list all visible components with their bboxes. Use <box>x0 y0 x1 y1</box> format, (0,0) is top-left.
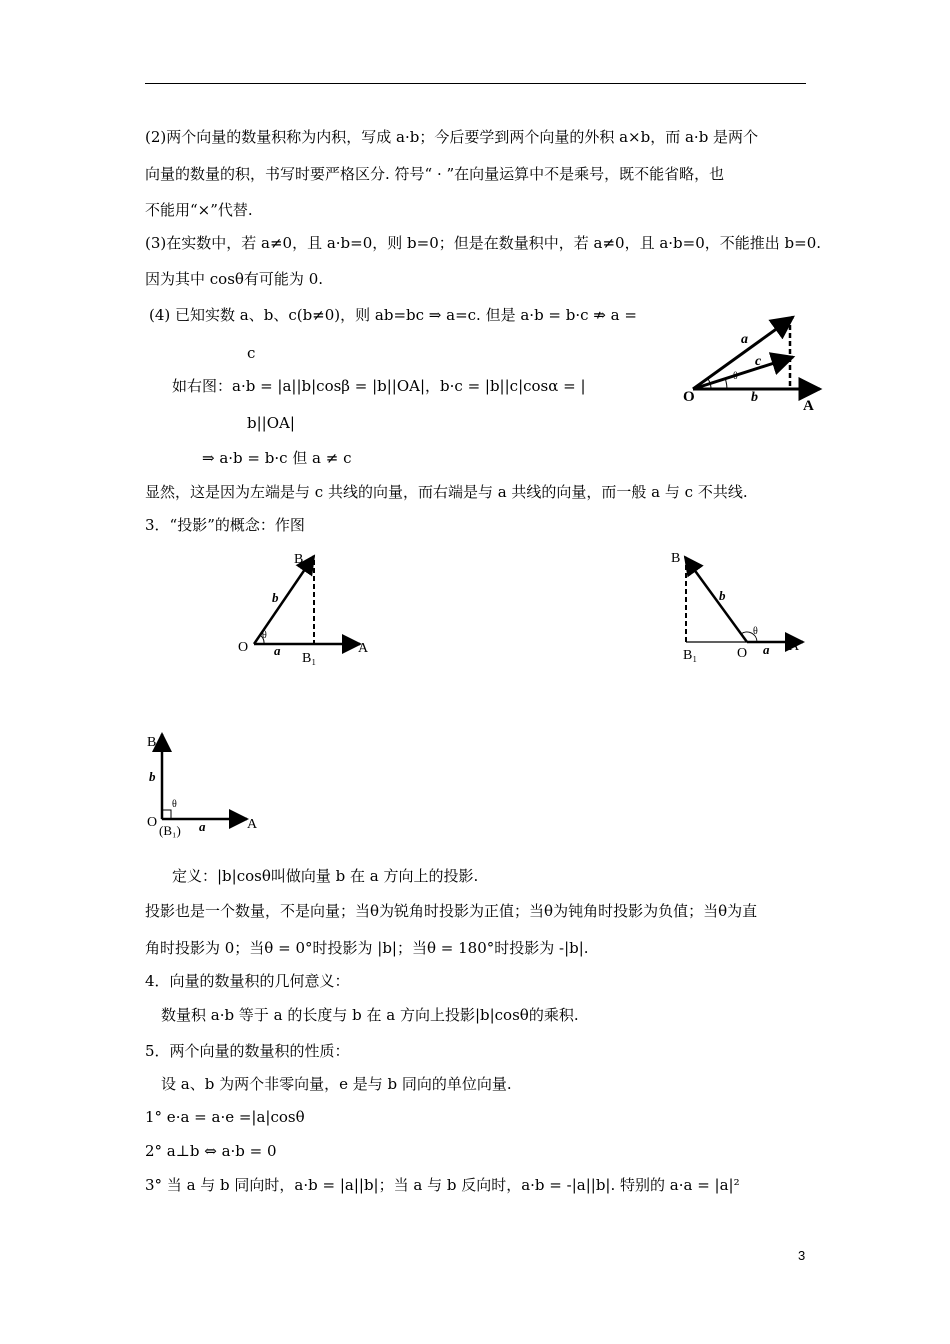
text-line: c <box>247 344 256 362</box>
figure-projection-obtuse <box>665 545 815 670</box>
label-a: a <box>274 643 281 658</box>
label-B1: B₁ <box>683 648 698 663</box>
text-line: 4．向量的数量积的几何意义： <box>145 972 350 990</box>
text-line: 不能用“×”代替. <box>145 201 253 219</box>
label-O: O <box>238 640 249 655</box>
figure-projection-right <box>143 726 273 841</box>
text-line: 显然，这是因为左端是与 c 共线的向量，而右端是与 a 共线的向量，而一般 a 与 c 不共线. <box>145 483 748 501</box>
label-theta: θ <box>753 626 758 637</box>
text-line: b||OA| <box>247 414 295 432</box>
label-b: b <box>149 769 156 784</box>
text-line: 向量的数量的积，书写时要严格区分. 符号“ · ”在向量运算中不是乘号，既不能省略，也 <box>145 165 725 183</box>
text-line: 5．两个向量的数量积的性质： <box>145 1042 350 1060</box>
page-number: 3 <box>798 1248 806 1263</box>
label-B1: B₁ <box>302 651 317 666</box>
label-A: A <box>247 817 258 832</box>
label-b: b <box>272 590 279 605</box>
label-c: c <box>755 354 762 369</box>
label-a: a <box>763 642 770 657</box>
text-line: 角时投影为 0；当θ = 0°时投影为 |b|；当θ = 180°时投影为 -|b|. <box>145 939 589 957</box>
label-A: A <box>803 398 814 414</box>
label-b: b <box>719 588 726 603</box>
text-line: 3° 当 a 与 b 同向时，a·b = |a||b|；当 a 与 b 反向时，a·b = -|a||b|. 特别的 a·a = |a|² <box>145 1176 740 1194</box>
text-line: 如右图：a·b = |a||b|cosβ = |b||OA|，b·c = |b||c|cosα = | <box>172 377 586 395</box>
label-theta: θ <box>733 371 738 382</box>
text-line: (3)在实数中，若 a≠0，且 a·b=0，则 b=0；但是在数量积中，若 a≠0，且 a·b=0，不能推出 b=0. <box>145 234 822 252</box>
label-B1: (B₁) <box>159 823 181 838</box>
text-line: 1° e·a = a·e =|a|cosθ <box>145 1108 305 1126</box>
label-b: b <box>751 390 758 405</box>
label-theta: θ <box>172 799 177 810</box>
label-B: B <box>294 552 304 567</box>
text-line: 定义：|b|cosθ叫做向量 b 在 a 方向上的投影. <box>172 867 479 885</box>
label-O: O <box>683 389 695 405</box>
text-line: 投影也是一个数量，不是向量；当θ为锐角时投影为正值；当θ为钝角时投影为负值；当θ为直 <box>145 902 758 920</box>
text-line: 3．“投影”的概念：作图 <box>145 516 305 534</box>
label-B: B <box>671 551 681 566</box>
text-line: 因为其中 cosθ有可能为 0. <box>145 270 324 288</box>
label-O: O <box>147 815 158 830</box>
text-line: ⇒ a·b = b·c 但 a ≠ c <box>202 449 352 467</box>
text-line: (2)两个向量的数量积称为内积，写成 a·b；今后要学到两个向量的外积 a×b，而 a·b 是两个 <box>145 128 759 146</box>
label-theta: θ <box>262 630 267 641</box>
text-line: 设 a、b 为两个非零向量，e 是与 b 同向的单位向量. <box>161 1075 512 1093</box>
header-rule <box>145 83 806 84</box>
figure-vectors-abc <box>675 305 825 415</box>
text-line: (4) 已知实数 a、b、c(b≠0)，则 ab=bc ⇒ a=c. 但是 a·b = b·c ⇏ a = <box>149 306 637 324</box>
label-O: O <box>737 646 748 661</box>
label-A: A <box>789 639 800 654</box>
text-line: 2° a⊥b ⇔ a·b = 0 <box>145 1142 277 1160</box>
text-line: 数量积 a·b 等于 a 的长度与 b 在 a 方向上投影|b|cosθ的乘积. <box>161 1006 579 1024</box>
figure-projection-acute <box>232 548 382 668</box>
label-A: A <box>358 641 369 656</box>
label-a: a <box>199 819 206 834</box>
label-a: a <box>741 332 748 347</box>
label-B: B <box>147 735 157 750</box>
